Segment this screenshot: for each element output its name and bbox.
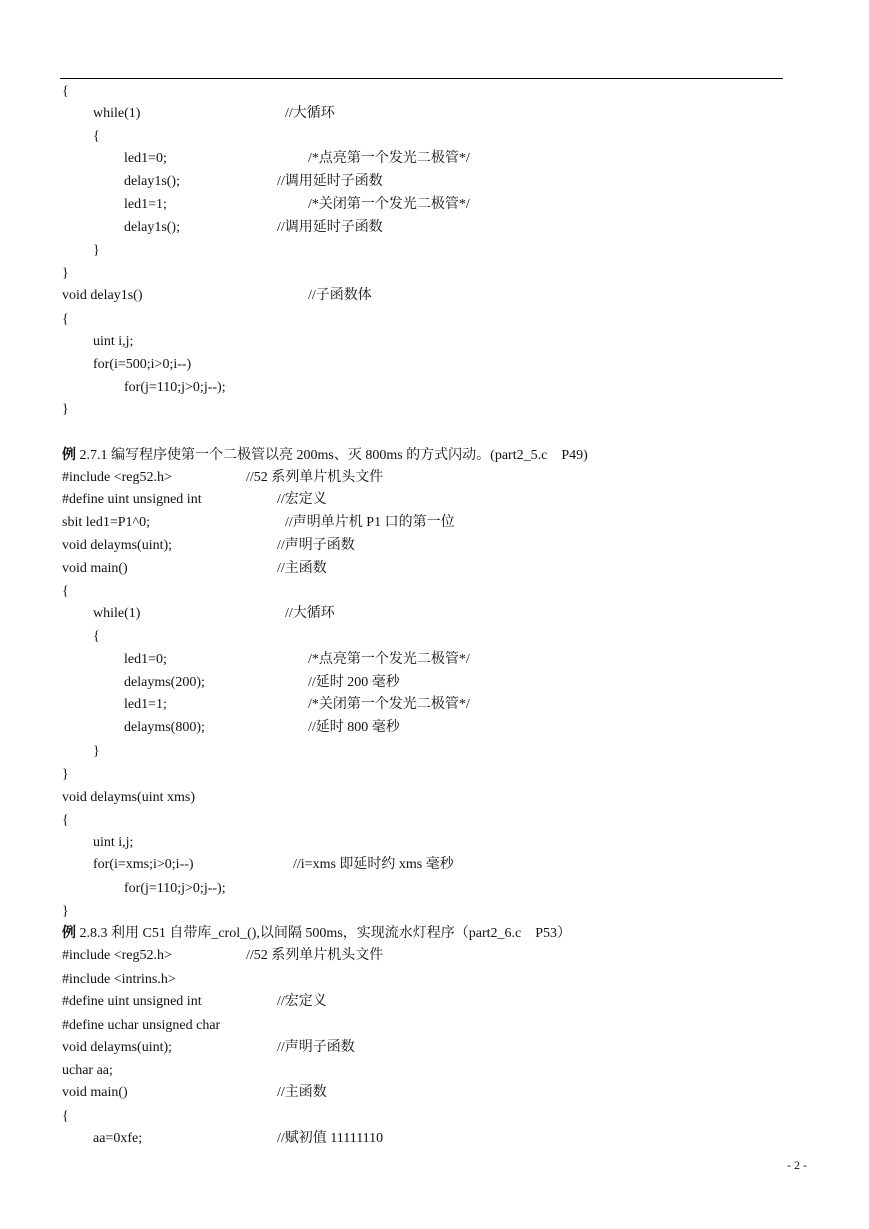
code-comment: //声明子函数 <box>277 538 355 553</box>
code-comment: //声明子函数 <box>277 1040 355 1055</box>
code-comment: //i=xms 即延时约 xms 毫秒 <box>293 857 454 872</box>
code-line: delay1s(); <box>124 174 180 189</box>
code-line: for(j=110;j>0;j--); <box>124 881 226 896</box>
code-line: } <box>62 266 69 281</box>
code-line: { <box>62 813 69 828</box>
code-line: uint i,j; <box>93 835 134 850</box>
code-comment: /*关闭第一个发光二极管*/ <box>308 697 470 712</box>
code-line: led1=0; <box>124 151 167 166</box>
code-line: delayms(200); <box>124 675 205 690</box>
code-line: uint i,j; <box>93 334 134 349</box>
code-line: } <box>62 767 69 782</box>
code-comment: //声明单片机 P1 口的第一位 <box>285 515 455 530</box>
code-line: led1=1; <box>124 697 167 712</box>
code-line: uchar aa; <box>62 1063 113 1078</box>
code-line: led1=0; <box>124 652 167 667</box>
code-comment: //主函数 <box>277 1085 327 1100</box>
code-line: void delayms(uint); <box>62 1040 173 1055</box>
code-line: delay1s(); <box>124 220 180 235</box>
code-comment: /*关闭第一个发光二极管*/ <box>308 197 470 212</box>
example-title: 2.7.1 编写程序使第一个二极管以亮 200ms、灭 800ms 的方式闪动。(part2_5.c P49) <box>76 448 588 463</box>
code-line: { <box>62 584 69 599</box>
example-label: 例 <box>62 926 76 941</box>
code-line: } <box>62 904 69 919</box>
code-line: } <box>93 243 100 258</box>
code-comment: //调用延时子函数 <box>277 220 383 235</box>
code-comment: //赋初值 11111110 <box>277 1131 384 1146</box>
code-line: void delayms(uint); <box>62 538 173 553</box>
code-comment: //延时 200 毫秒 <box>308 675 400 690</box>
code-comment: //52 系列单片机头文件 <box>246 948 384 963</box>
code-line: } <box>93 744 100 759</box>
example-heading-2 <box>62 926 571 942</box>
code-comment: //主函数 <box>277 561 327 576</box>
code-comment: //大循环 <box>285 606 335 621</box>
code-line: { <box>62 312 69 327</box>
code-comment: //52 系列单片机头文件 <box>246 470 384 485</box>
code-comment: //大循环 <box>285 106 335 121</box>
code-line: while(1) <box>93 606 141 621</box>
code-line: { <box>93 129 100 144</box>
code-line: { <box>62 84 69 99</box>
code-line: led1=1; <box>124 197 167 212</box>
code-comment: //调用延时子函数 <box>277 174 383 189</box>
code-line: } <box>62 402 69 417</box>
code-line: for(i=xms;i>0;i--) <box>93 857 194 872</box>
code-line: #define uint unsigned int <box>62 492 202 507</box>
example-heading-1 <box>62 448 588 464</box>
code-comment: //延时 800 毫秒 <box>308 720 400 735</box>
code-line: void delayms(uint xms) <box>62 790 195 805</box>
page-number: - 2 - <box>787 1158 807 1172</box>
header-rule <box>60 78 783 79</box>
code-comment: //宏定义 <box>277 994 327 1009</box>
code-comment: /*点亮第一个发光二极管*/ <box>308 652 470 667</box>
code-line: void main() <box>62 1085 128 1100</box>
code-line: #define uint unsigned int <box>62 994 202 1009</box>
code-line: while(1) <box>93 106 141 121</box>
code-line: aa=0xfe; <box>93 1131 143 1146</box>
code-line: #define uchar unsigned char <box>62 1018 221 1033</box>
code-line: #include <reg52.h> <box>62 948 172 963</box>
code-comment: //子函数体 <box>308 288 372 303</box>
code-line: for(j=110;j>0;j--); <box>124 380 226 395</box>
code-comment: /*点亮第一个发光二极管*/ <box>308 151 470 166</box>
code-line: { <box>93 629 100 644</box>
example-label: 例 <box>62 448 76 463</box>
code-line: for(i=500;i>0;i--) <box>93 357 192 372</box>
code-line: delayms(800); <box>124 720 205 735</box>
example-title: 2.8.3 利用 C51 自带库_crol_(),以间隔 500ms，实现流水灯程序（part2_6.c P53） <box>76 926 572 941</box>
code-line: sbit led1=P1^0; <box>62 515 150 530</box>
code-line: #include <reg52.h> <box>62 470 172 485</box>
code-line: { <box>62 1109 69 1124</box>
code-comment: //宏定义 <box>277 492 327 507</box>
code-line: void main() <box>62 561 128 576</box>
code-line: #include <intrins.h> <box>62 972 176 987</box>
code-line: void delay1s() <box>62 288 143 303</box>
